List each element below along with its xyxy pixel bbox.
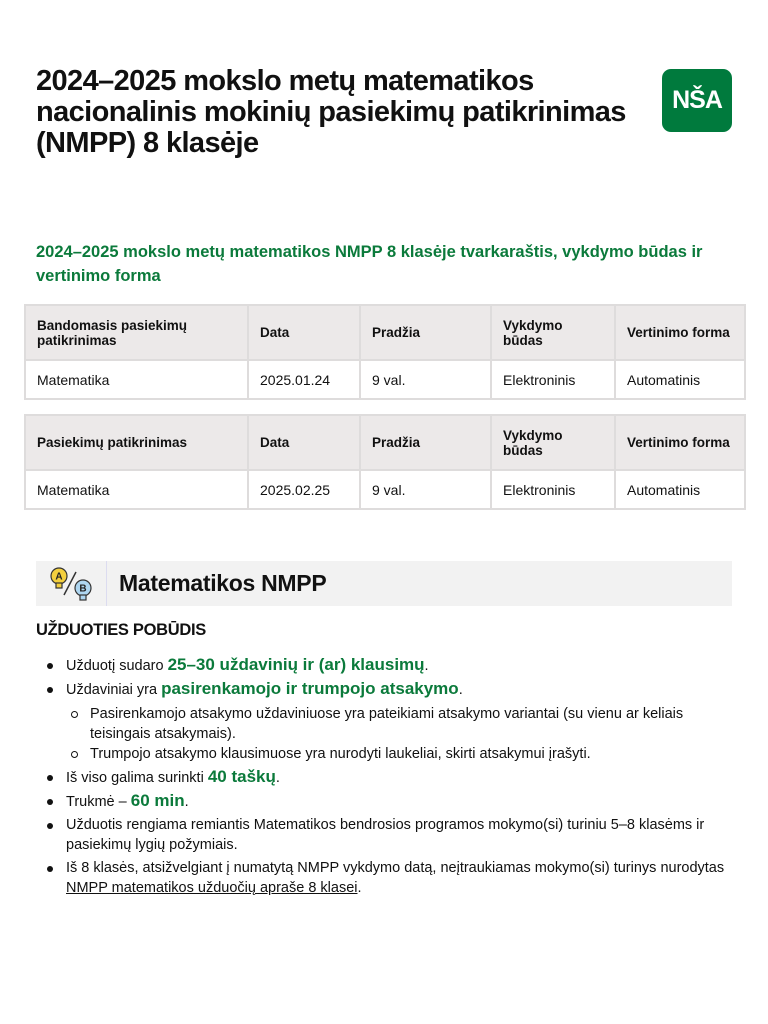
schedule-subtitle: 2024–2025 mokslo metų matematikos NMPP 8 klasėje tvarkaraštis, vykdymo būdas ir vertinimo forma (36, 243, 703, 285)
table-cell: 9 val. (360, 470, 491, 509)
highlight: pasirenkamojo ir trumpojo atsakymo (161, 679, 459, 698)
list-item: Trukmė – 60 min. (36, 791, 736, 812)
icon-label-b: B (79, 583, 87, 594)
column-header: Pasiekimų patikrinimas (25, 415, 248, 470)
table-row (25, 470, 745, 509)
lightbulb-ab-icon (36, 561, 107, 606)
table-header-row (25, 415, 745, 470)
list-item: Užduotis rengiama remiantis Matematikos bendrosios programos mokymo(si) turiniu 5–8 klasėms ir pasiekimų lygių požymiais. (36, 815, 736, 855)
column-header: Vykdymo būdas (491, 305, 615, 360)
highlight: 60 min (130, 791, 185, 810)
table-cell: Elektroninis (491, 360, 615, 399)
sub-list-item: Trumpojo atsakymo klausimuose yra nurodyti laukeliai, skirti atsakymui įrašyti. (66, 744, 736, 764)
column-header: Pradžia (360, 415, 491, 470)
list-item: Iš 8 klasės, atsižvelgiant į numatytą NMPP vykdymo datą, neįtraukiamas mokymo(si) turinys nurodytas NMPP matematikos užduočių apraše 8 klasei. (36, 858, 736, 898)
column-header: Vertinimo forma (615, 415, 745, 470)
column-header: Pradžia (360, 305, 491, 360)
table-row (25, 360, 745, 399)
section-title: Matematikos NMPP (119, 570, 327, 596)
column-header: Data (248, 305, 360, 360)
list-item: Iš viso galima surinkti 40 taškų. (36, 767, 736, 788)
column-header: Vykdymo būdas (491, 415, 615, 470)
section-header (36, 561, 732, 606)
table-cell: 9 val. (360, 360, 491, 399)
icon-label-a: A (55, 571, 63, 582)
table-cell: Elektroninis (491, 470, 615, 509)
table-cell: Automatinis (615, 360, 745, 399)
table-cell: 2025.01.24 (248, 360, 360, 399)
main-schedule-table (24, 414, 746, 510)
highlight: 40 taškų (207, 767, 276, 786)
table-cell: Matematika (25, 360, 248, 399)
description-link[interactable]: NMPP matematikos užduočių apraše 8 klasei (66, 880, 358, 896)
nsa-logo[interactable] (662, 69, 732, 132)
sub-list (66, 704, 736, 764)
table-cell: Matematika (25, 470, 248, 509)
table-cell: 2025.02.25 (248, 470, 360, 509)
logo-text: NŠA (672, 86, 722, 114)
task-heading: UŽDUOTIES POBŪDIS (36, 621, 206, 639)
task-list (36, 655, 736, 901)
table-cell: Automatinis (615, 470, 745, 509)
page-title: 2024–2025 mokslo metų matematikos nacionalinis mokinių pasiekimų patikrinimas (NMPP) 8 klasėje (36, 65, 626, 159)
column-header: Bandomasis pasiekimų patikrinimas (25, 305, 248, 360)
column-header: Data (248, 415, 360, 470)
list-item: Užduotį sudaro 25–30 uždavinių ir (ar) klausimų. (36, 655, 736, 676)
trial-schedule-table (24, 304, 746, 400)
list-item: Uždaviniai yra pasirenkamojo ir trumpojo atsakymo. Pasirenkamojo atsakymo uždaviniuose yra pateikiami atsakymo variantai (su vienu ar keliais teisingais atsakymais). Trumpojo atsakymo klausimuose yra nurodyti laukeliai, skirti atsakymui įrašyti. (36, 679, 736, 764)
table-header-row (25, 305, 745, 360)
highlight: 25–30 uždavinių ir (ar) klausimų (167, 655, 425, 674)
column-header: Vertinimo forma (615, 305, 745, 360)
sub-list-item: Pasirenkamojo atsakymo uždaviniuose yra pateikiami atsakymo variantai (su vienu ar keliais teisingais atsakymais). (66, 704, 736, 744)
